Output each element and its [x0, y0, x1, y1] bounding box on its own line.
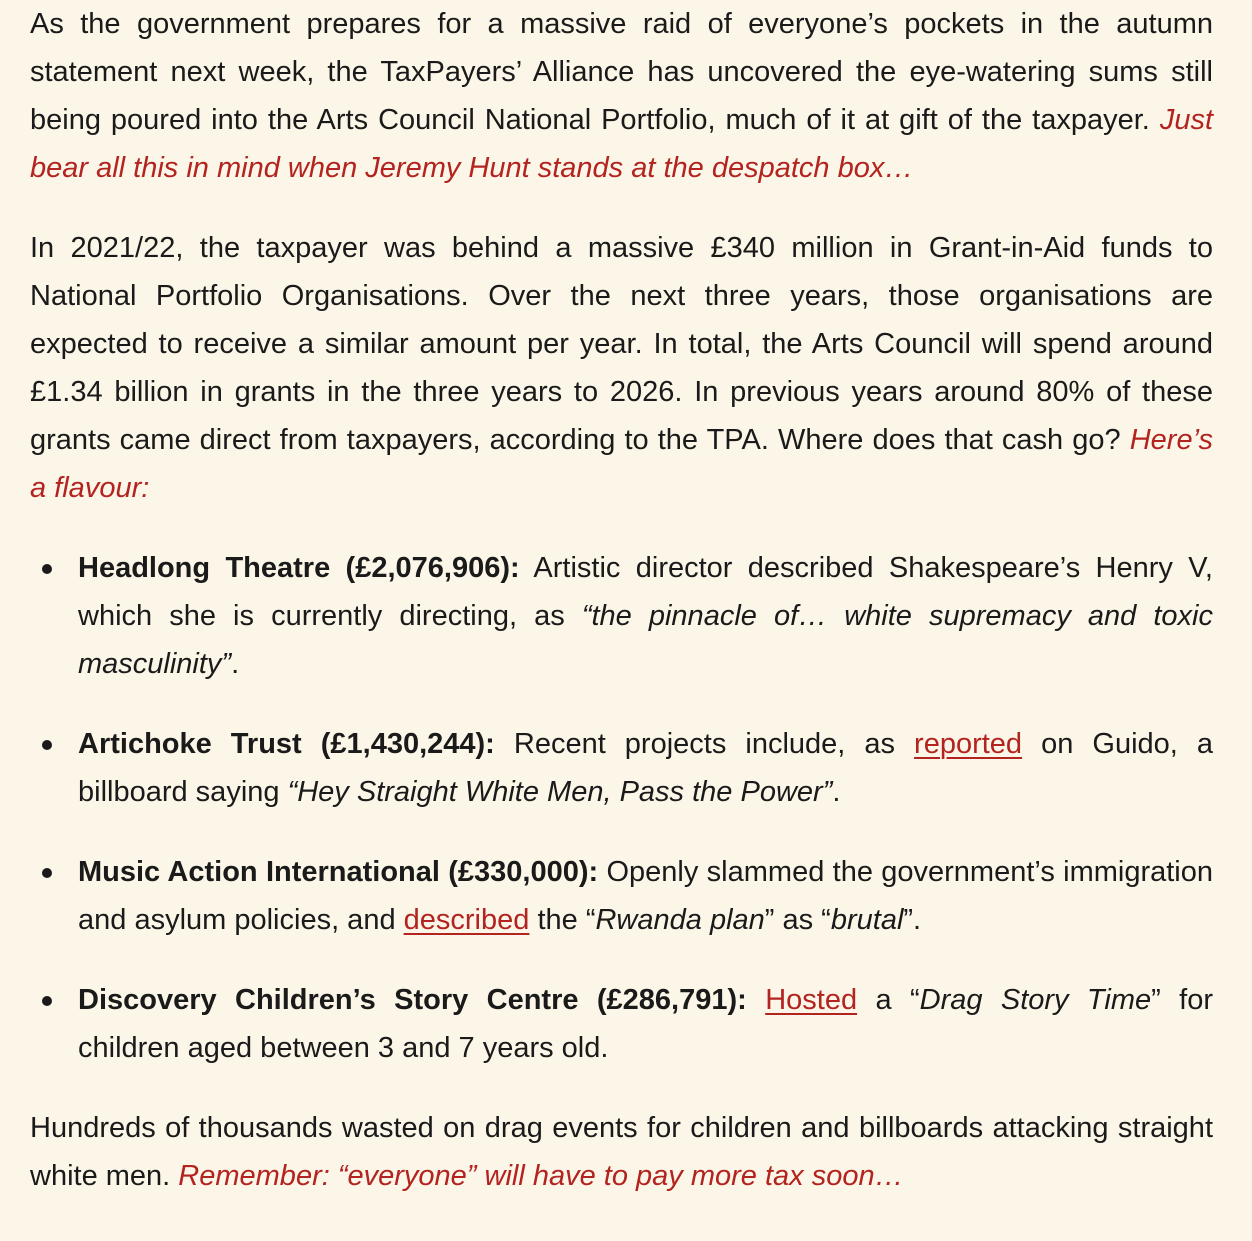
item-quote: Drag Story Time: [919, 984, 1152, 1016]
org-name: Artichoke Trust (£1,430,244):: [78, 728, 495, 760]
list-item-music-action: [30, 848, 1213, 944]
list-item-artichoke: [30, 720, 1213, 816]
bullet-icon: [42, 564, 52, 574]
item-text: Artistic director described Shakespeare’s Henry V, which she is currently directing, as: [78, 552, 1213, 632]
item-text: Openly slammed the government’s immigration and asylum policies, and: [78, 856, 1213, 936]
conclusion-paragraph: [30, 1104, 1213, 1200]
org-name: Headlong Theatre (£2,076,906):: [78, 552, 520, 584]
item-quote: Rwanda plan: [595, 904, 765, 936]
item-text: [747, 984, 765, 1016]
item-text: ” as “: [764, 904, 831, 936]
article-body: [30, 0, 1213, 1200]
item-text-end: ”.: [903, 904, 922, 936]
item-text: a “: [857, 984, 920, 1016]
reported-link[interactable]: reported: [914, 728, 1023, 760]
conclusion-text: Hundreds of thousands wasted on drag events for children and billboards attacking straight white men.: [30, 1112, 1213, 1192]
described-link[interactable]: described: [403, 904, 530, 936]
item-text: the “: [529, 904, 596, 936]
stats-aside: Here’s a flavour:: [30, 424, 1213, 504]
item-text: on Guido, a billboard saying: [78, 728, 1213, 808]
intro-aside: Just bear all this in mind when Jeremy Hunt stands at the despatch box…: [30, 104, 1213, 184]
item-text-end: .: [231, 648, 240, 680]
item-text-end: .: [832, 776, 841, 808]
org-name: Discovery Children’s Story Centre (£286,791):: [78, 984, 747, 1016]
bullet-icon: [42, 996, 52, 1006]
bullet-icon: [42, 740, 52, 750]
conclusion-aside: Remember: “everyone” will have to pay more tax soon…: [178, 1160, 904, 1192]
item-text: Recent projects include, as: [494, 728, 915, 760]
item-quote: “the pinnacle of… white supremacy and toxic masculinity”: [78, 600, 1213, 680]
intro-text: As the government prepares for a massive raid of everyone’s pockets in the autumn statement next week, the TaxPayers’ Alliance has uncovered the eye-watering sums still being poured into the Arts Council National Portfolio, much of it at gift of the taxpayer.: [30, 8, 1213, 136]
stats-paragraph: [30, 224, 1213, 512]
hosted-link[interactable]: Hosted: [765, 984, 858, 1016]
funding-list: [30, 544, 1213, 1072]
stats-text: In 2021/22, the taxpayer was behind a massive £340 million in Grant-in-Aid funds to National Portfolio Organisations. Over the next three years, those organisations are expected to receive a similar amount per year. In total, the Arts Council will spend around £1.34 billion in grants in the three years to 2026. In previous years around 80% of these grants came direct from taxpayers, according to the TPA. Where does that cash go?: [30, 232, 1213, 456]
intro-paragraph: [30, 0, 1213, 192]
item-text-end: ” for children aged between 3 and 7 years old.: [78, 984, 1214, 1064]
org-name: Music Action International (£330,000):: [78, 856, 599, 888]
item-quote: “Hey Straight White Men, Pass the Power”: [287, 776, 833, 808]
item-quote: brutal: [830, 904, 904, 936]
bullet-icon: [42, 868, 52, 878]
list-item-discovery: [30, 976, 1213, 1072]
list-item-headlong: [30, 544, 1213, 688]
